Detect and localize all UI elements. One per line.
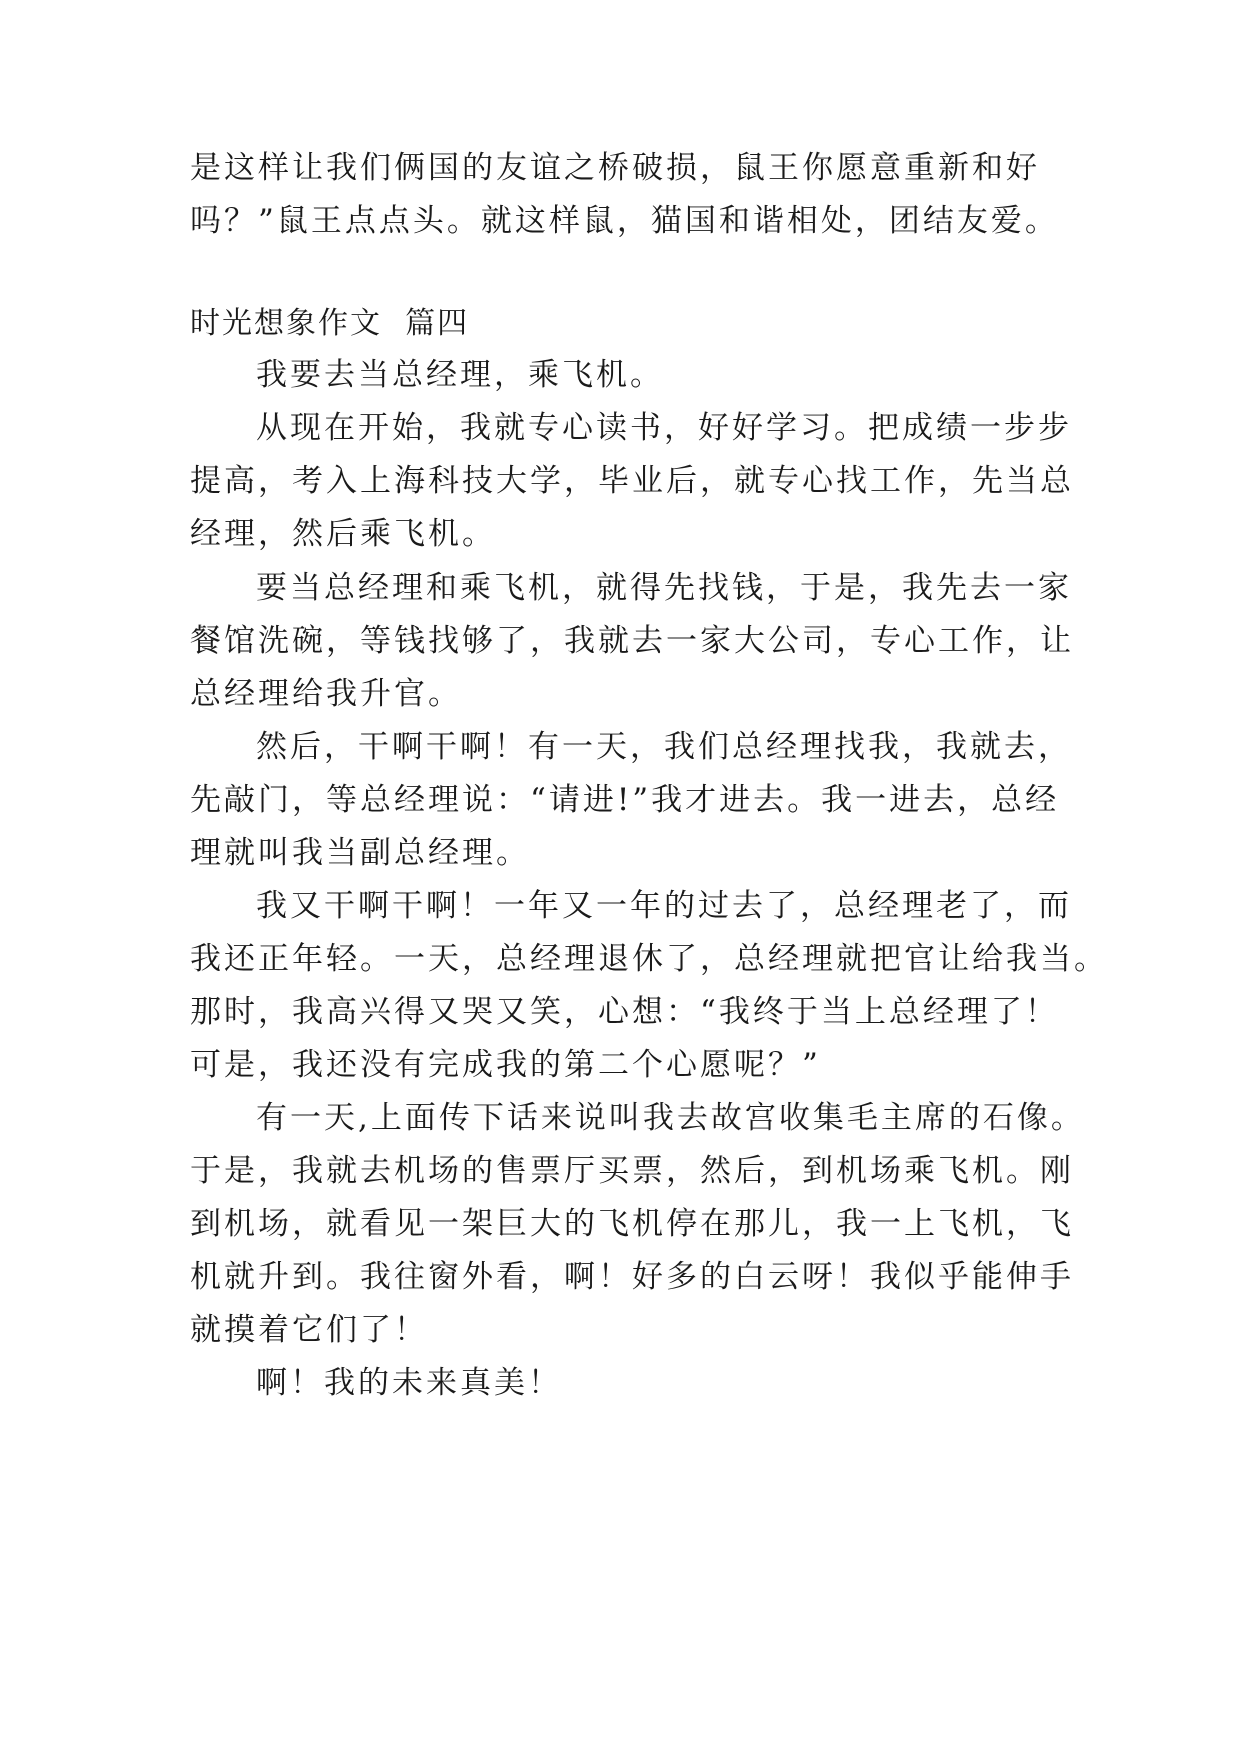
paragraph-first-line: 从现在开始，我就专心读书，好好学习。把成绩一步步	[256, 410, 1072, 446]
body-text-line: 那时，我高兴得又哭又笑，心想：“我终于当上总经理了！	[190, 994, 1059, 1030]
body-text-line: 吗？”鼠王点点头。就这样鼠，猫国和谐相处，团结友爱。	[190, 203, 1059, 239]
body-text-line: 是这样让我们俩国的友谊之桥破损，鼠王你愿意重新和好	[190, 150, 1040, 186]
section-title: 时光想象作文 篇四	[190, 306, 470, 341]
paragraph-first-line: 然后，干啊干啊！有一天，我们总经理找我，我就去，	[256, 729, 1072, 765]
paragraph-first-line: 有一天,上面传下话来说叫我去故宫收集毛主席的石像。	[256, 1100, 1085, 1136]
body-text-line: 理就叫我当副总经理。	[190, 835, 530, 871]
body-text-line: 就摸着它们了！	[190, 1312, 428, 1348]
body-text-line: 我还正年轻。一天，总经理退休了，总经理就把官让给我当。	[190, 941, 1108, 977]
body-text-line: 于是，我就去机场的售票厅买票，然后，到机场乘飞机。刚	[190, 1153, 1074, 1189]
body-text-line: 先敲门，等总经理说：“请进!”我才进去。我一进去，总经	[190, 782, 1060, 818]
body-text-line: 到机场，就看见一架巨大的飞机停在那儿，我一上飞机，飞	[190, 1206, 1074, 1242]
body-text-line: 提高，考入上海科技大学，毕业后，就专心找工作，先当总	[190, 463, 1074, 499]
paragraph-first-line: 我要去当总经理，乘飞机。	[256, 357, 664, 393]
paragraph-first-line: 啊！我的未来真美！	[256, 1365, 562, 1401]
paragraph-first-line: 我又干啊干啊！一年又一年的过去了，总经理老了，而	[256, 888, 1072, 924]
body-text-line: 餐馆洗碗，等钱找够了，我就去一家大公司，专心工作，让	[190, 623, 1074, 659]
body-text-line: 总经理给我升官。	[190, 676, 462, 712]
body-text-line: 经理，然后乘飞机。	[190, 516, 496, 552]
body-text-line: 机就升到。我往窗外看，啊！好多的白云呀！我似乎能伸手	[190, 1259, 1074, 1295]
body-text-line: 可是，我还没有完成我的第二个心愿呢？”	[190, 1047, 821, 1083]
paragraph-first-line: 要当总经理和乘飞机，就得先找钱，于是，我先去一家	[256, 570, 1072, 606]
